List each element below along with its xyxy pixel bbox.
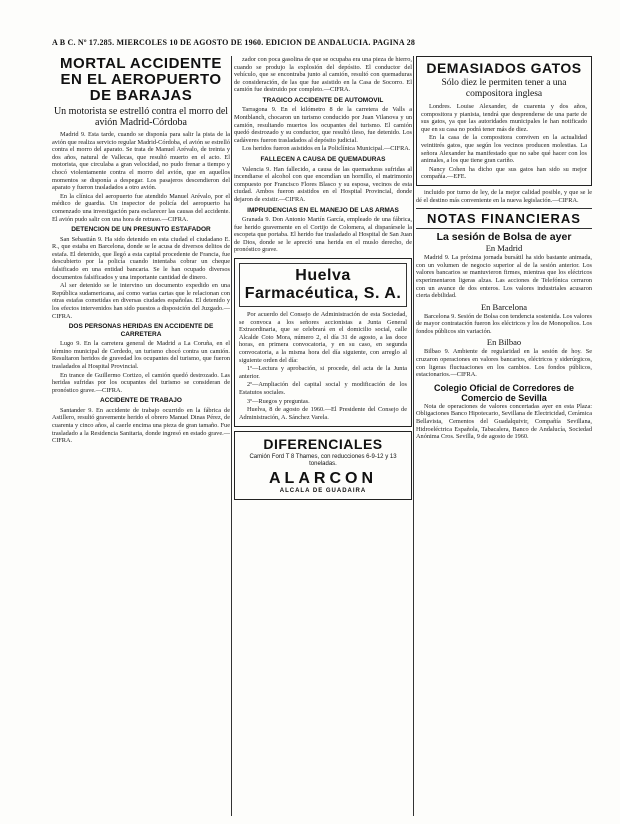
paragraph: 3º—Ruegos y preguntas. — [247, 397, 310, 405]
headline-detention: DETENCION DE UN PRESUNTO ESTAFADOR — [71, 226, 211, 234]
ad-title: DIFERENCIALES — [263, 436, 383, 453]
paragraph: Al ser detenido se le intervino un documento expedido en una República sudamericana, así como varias cartas que le relacionan con otras estafas cometidas en diversas ciudades españolas. El detenido y los efectos intervenidos han sido puestos a disposición del Juzgado.—CIFRA. — [52, 282, 230, 320]
boxed-article-cats — [416, 56, 592, 186]
ad-title: Huelva Farmacéutica, S. A. — [239, 263, 407, 307]
article-barcelona-stock — [416, 313, 592, 336]
paragraph: Londres. Louise Alexander, de cuarenta y dos años, compositora y pianista, tendrá que desprenderse de una parte de sus gatos, ya que las autoridades municipales le han notificado que en su casa no podrá tener más de diez. — [421, 103, 587, 133]
paragraph: Valencia 9. Han fallecido, a causa de las quemaduras sufridas al incendiarse el alcohol con que encendían un hornillo, el matrimonio compuesto por Francisco Flores Blasco y su esposa, vecinos de esta ciudad. Ambos fueron asistidos en el Hospital Provincial, donde dejaron de existir.—CIFRA. — [234, 165, 412, 203]
headline-work-accident: ACCIDENTE DE TRABAJO — [100, 397, 182, 405]
article-car-accident — [234, 106, 412, 153]
paragraph: En trance de Guillermo Cortizo, el camión quedó destrozado. Las heridas sufridas por los ocupantes del turismo se consideran de pronóstico grave.—CIFRA. — [52, 371, 230, 394]
ad-body — [239, 311, 407, 421]
article-work-accident — [52, 407, 230, 445]
article-weapons — [234, 216, 412, 254]
article-cats — [421, 103, 587, 181]
paragraph: Barcelona 9. Sesión de Bolsa con tendencia sostenida. Los valores de mayor contratación fueron los eléctricos y los de Monopolios. Los fondos públicos sin variación. — [416, 312, 592, 335]
headline-road-accident: DOS PERSONAS HERIDAS EN ACCIDENTE DE CARRETERA — [68, 323, 214, 338]
section-title-financial: NOTAS FINANCIERAS — [416, 208, 592, 229]
article-accident — [52, 131, 230, 223]
paragraph: incluido por turno de ley, de la mejor calidad posible, y que se le dé el destino más conveniente en la nueva legislación.—CIFRA. — [416, 188, 592, 204]
column-left — [52, 56, 230, 816]
column-rule-2 — [413, 56, 414, 816]
column-middle — [234, 56, 412, 816]
paragraph: Madrid 9. La próxima jornada bursátil ha sido bastante animada, con un volumen de negocio superior al de la sesión anterior. Los valores bancarios se mantuvieron firmes, mientras que los eléctricos experimentaron ligeras alzas. Las acciones de Telefónica cerraron con un avance de dos enteros. Los valores industriales acusaron cierta debilidad. — [416, 254, 592, 300]
article-colegio — [416, 403, 592, 441]
subheadline-accident: Un motorista se estrelló contra el morro del avión Madrid-Córdoba — [53, 106, 229, 128]
article-bilbao-stock — [416, 348, 592, 378]
paragraph: Tarragona 9. En el kilómetro 8 de la carretera de Valls a Montblanch, chocaron un turismo conducido por Juan Vilanova y un camión, resultando muertos los ocupantes del turismo. El camión quedó destrozado y su conductor, que resultó ileso, fue detenido. Los cadáveres fueron trasladados al depósito judicial. — [234, 106, 412, 144]
headline-cats: DEMASIADOS GATOS — [426, 60, 582, 76]
headline-stock-session: La sesión de Bolsa de ayer — [436, 231, 572, 244]
paragraph: Bilbao 9. Ambiente de regularidad en la sesión de hoy. Se cruzaron operaciones en valores bancarios, eléctricos y siderúrgicos, con ligeras fluctuaciones en los cambios. Los fondos públicos, estacionarios.—CIFRA. — [416, 348, 592, 379]
ad-diferenciales — [234, 431, 412, 500]
article-continuation — [234, 56, 412, 94]
subheadline-barcelona: En Barcelona — [480, 301, 528, 312]
headline-weapons: IMPRUDENCIAS EN EL MANEJO DE LAS ARMAS — [247, 206, 399, 214]
article-madrid-stock — [416, 254, 592, 300]
paragraph: Madrid 9. Esta tarde, cuando se disponía para salir la pista de la avión que realiza servicio regular Madrid-Córdoba, el avión se estrelló contra el morro del aparato. Se trata de Manuel Arévalo, de treinta y dos años, natural de Vallecas, que resultó muerto en el acto. El motorista, que circulaba a gran velocidad, no pudo frenar a tiempo y chocó violentamente contra el morro del avión, que en aquellos momentos se disponía a despegar. Los pasajeros descendieron del aparato y fueron trasladados a otro avión. — [52, 131, 230, 192]
headline-colegio: Colegio Oficial de Corredores de Comercio de Sevilla — [433, 382, 575, 403]
paragraph: Granada 9. Don Antonio Martín García, empleado de una fábrica, fue herido gravemente en el Cortijo de Colomera, al disparársele la escopeta que portaba. El herido fue trasladado al Hospital de San Juan de Dios, donde se le apreció una herida en el muslo derecho, de pronóstico grave. — [234, 216, 412, 254]
ad-brand: ALARCON — [269, 470, 377, 488]
ad-address: ALCALA DE GUADAIRA — [279, 488, 367, 495]
article-continuation — [416, 189, 592, 204]
paragraph: zador con poca gasolina de que se ocupaba era una pieza de hierro, cuando se produjo la explosión del depósito. El conductor del vehículo, que se encontraba junto al camión, resultó con quemaduras de consideración, de las que fue asistido en la Casa de Socorro. El camión fue destruido por completo.—CIFRA. — [234, 56, 412, 94]
subheadline-cats: Sólo diez le permiten tener a una compositora inglesa — [441, 78, 567, 99]
article-burns — [234, 166, 412, 204]
paragraph: Los heridos fueron asistidos en la Policlínica Municipal.—CIFRA. — [242, 145, 411, 153]
paragraph: Santander 9. En accidente de trabajo ocurrido en la fábrica de Astillero, resultó gravemente herido el obrero Manuel Dinas Pérez, de cuarenta y cinco años, al caerle encima una pieza de gran tamaño. Fue trasladado a la Residencia Sanitaria, donde ingresó en estado grave.—CIFRA. — [52, 406, 230, 445]
headline-burns: FALLECEN A CAUSA DE QUEMADURAS — [260, 156, 386, 164]
paragraph: Nancy Cohen ha dicho que sus gatos han sido su mejor compañía.—EFE. — [421, 165, 587, 181]
paragraph: En la casa de la compositora conviven en la actualidad veintitrés gatos, que según los vecinos producen molestias. La señora Alexander ha manifestado que no sabe qué hacer con los animales, a los que tiene gran cariño. — [421, 134, 587, 165]
paragraph: 1º—Lectura y aprobación, si procede, del acta de la Junta anterior. — [239, 365, 407, 380]
ad-huelva-farmaceutica — [234, 258, 412, 427]
subheadline-bilbao: En Bilbao — [486, 337, 522, 348]
paragraph: En la clínica del aeropuerto fue atendido Manuel Arévalo, por el médico de guardia. Un inspector de policía del aeropuerto ha comenzado una investigación para esclarecer las causas del accidente. El avión pudo salir con una hora de retraso.—CIFRA. — [52, 192, 230, 223]
page-header: A B C. Nº 17.285. MIERCOLES 10 DE AGOSTO DE 1960. EDICION DE ANDALUCIA. PAGINA 28 — [52, 38, 416, 47]
subheadline-madrid: En Madrid — [485, 243, 523, 254]
ad-body: Camión Ford T 8 Thames, con reducciones 6-9-12 y 13 toneladas. — [249, 454, 397, 468]
paragraph: Por acuerdo del Consejo de Administración de esta Sociedad, se convoca a los señores accionistas a Junta General Extraordinaria, que se celebrará en el domicilio social, calle Alcalde Coto Mora, número 2, el día 31 de agosto, a las doce horas, en primera convocatoria, y en su caso, en segunda convocatoria, a la misma hora del día siguiente, con arreglo al siguiente orden del día: — [239, 310, 407, 364]
article-road-accident — [52, 340, 230, 394]
headline-accident: MORTAL ACCIDENTE EN EL AEROPUERTO DE BARAJAS — [60, 56, 222, 104]
column-rule-1 — [231, 56, 232, 816]
paragraph: Nota de operaciones de valores concertadas ayer en esta Plaza: Obligaciones Banco Hipotecario, Sevillana de Electricidad, Cerámica Bellavista, Cementos del Guadalquivir, Compañía Sevillana, Hidroeléctrica Española, Tabacalera, Banco de Andalucía, Sociedad Anónima Cros. Sevilla, 9 de agosto de 1960. — [416, 402, 592, 441]
paragraph: Huelva, 8 de agosto de 1960.—El Presidente del Consejo de Administración, A. Sánchez Varela. — [239, 406, 407, 421]
article-detention — [52, 236, 230, 321]
headline-car-accident: TRAGICO ACCIDENTE DE AUTOMOVIL — [262, 96, 384, 104]
column-right — [416, 56, 592, 816]
paragraph: San Sebastián 9. Ha sido detenido en esta ciudad el ciudadano E. R., que estaba en Barcelona, donde se le acusa de diversos delitos de estafa. El detenido, que llegó a esta capital procedente de Francia, fue descubierto por la policía cuando intentaba cobrar un cheque falsificado en una entidad bancaria. Se le han ocupado diversos documentos falsificados y una importante cantidad de dinero. — [52, 235, 230, 281]
paragraph: 2º—Ampliación del capital social y modificación de los Estatutos sociales. — [239, 381, 407, 396]
paragraph: Lugo 9. En la carretera general de Madrid a La Coruña, en el término municipal de Cerdedo, un turismo chocó contra un camión. Resultaron heridos de gravedad los ocupantes del turismo, que fueron trasladados al Hospital Provincial. — [52, 340, 230, 370]
